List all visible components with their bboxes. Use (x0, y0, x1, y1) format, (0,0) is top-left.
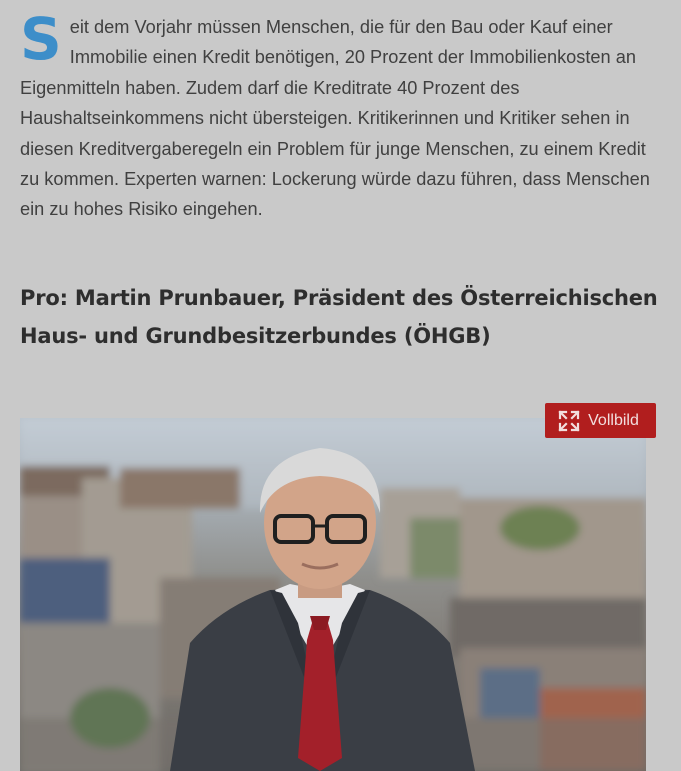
portrait-photo[interactable] (20, 418, 646, 771)
photo-illustration (20, 418, 646, 771)
fullscreen-button[interactable] (545, 403, 656, 438)
intro-text: eit dem Vorjahr müssen Menschen, die für den Bau oder Kauf einer Immobilie einen Kredit benötigen, 20 Prozent der Immobilienkosten an Eigenmitteln haben. Zudem darf die Kreditrate 40 Prozent des Haushaltseinkommens nicht übersteigen. Kritikerinnen und Kritiker sehen in diesen Kreditvergaberegeln ein Problem für junge Menschen, zu einem Kredit zu kommen. Experten warnen: Lockerung würde dazu führen, dass Menschen ein zu hohes Risiko eingehen. (20, 17, 650, 220)
intro-paragraph (20, 5, 656, 225)
dropcap-letter: S (20, 5, 62, 73)
expand-icon (558, 410, 580, 432)
section-heading: Pro: Martin Prunbauer, Präsident des Österreichischen Haus- und Grundbesitzerbundes (ÖHGB) (20, 286, 658, 348)
fullscreen-label: Vollbild (588, 411, 639, 429)
